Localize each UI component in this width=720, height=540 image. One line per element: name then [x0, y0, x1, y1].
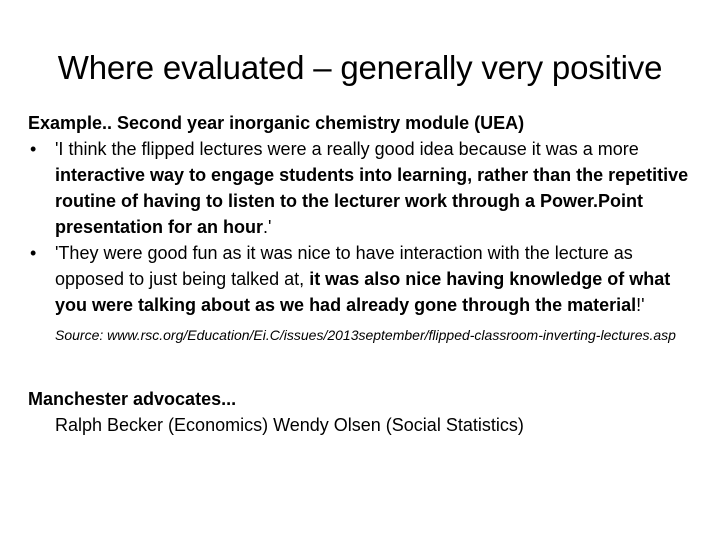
quote-emphasis: interactive way to engage students into learning, rather than the repetitive routine of having to listen to the lecturer work through a Power.Point presentation for an hour — [55, 165, 689, 237]
quote-end: .' — [263, 217, 272, 237]
quote-item-2 — [28, 240, 698, 318]
bullet-icon: • — [30, 243, 37, 263]
example-heading: Example.. Second year inorganic chemistry module (UEA) — [28, 113, 525, 133]
source-citation: Source: www.rsc.org/Education/Ei.C/issues/2013september/flipped-classroom-inverting-lectures.asp — [55, 327, 676, 343]
slide-body — [28, 110, 698, 438]
manchester-people: Ralph Becker (Economics) Wendy Olsen (Social Statistics) — [55, 415, 524, 435]
quote-emphasis: it was also nice having knowledge of what you were talking about as we had already gone through the material — [55, 269, 671, 315]
bullet-icon: • — [30, 139, 37, 159]
quote-end: !' — [636, 295, 645, 315]
quote-item-1 — [28, 136, 698, 240]
slide-title: Where evaluated – generally very positive — [57, 49, 663, 86]
quote-text: 'I think the flipped lectures were a really good idea because it was a more — [55, 139, 639, 159]
manchester-heading: Manchester advocates... — [28, 389, 237, 409]
quote-text: 'They were good fun as it was nice to have interaction with the lecture as opposed to just being talked at, — [55, 243, 633, 289]
